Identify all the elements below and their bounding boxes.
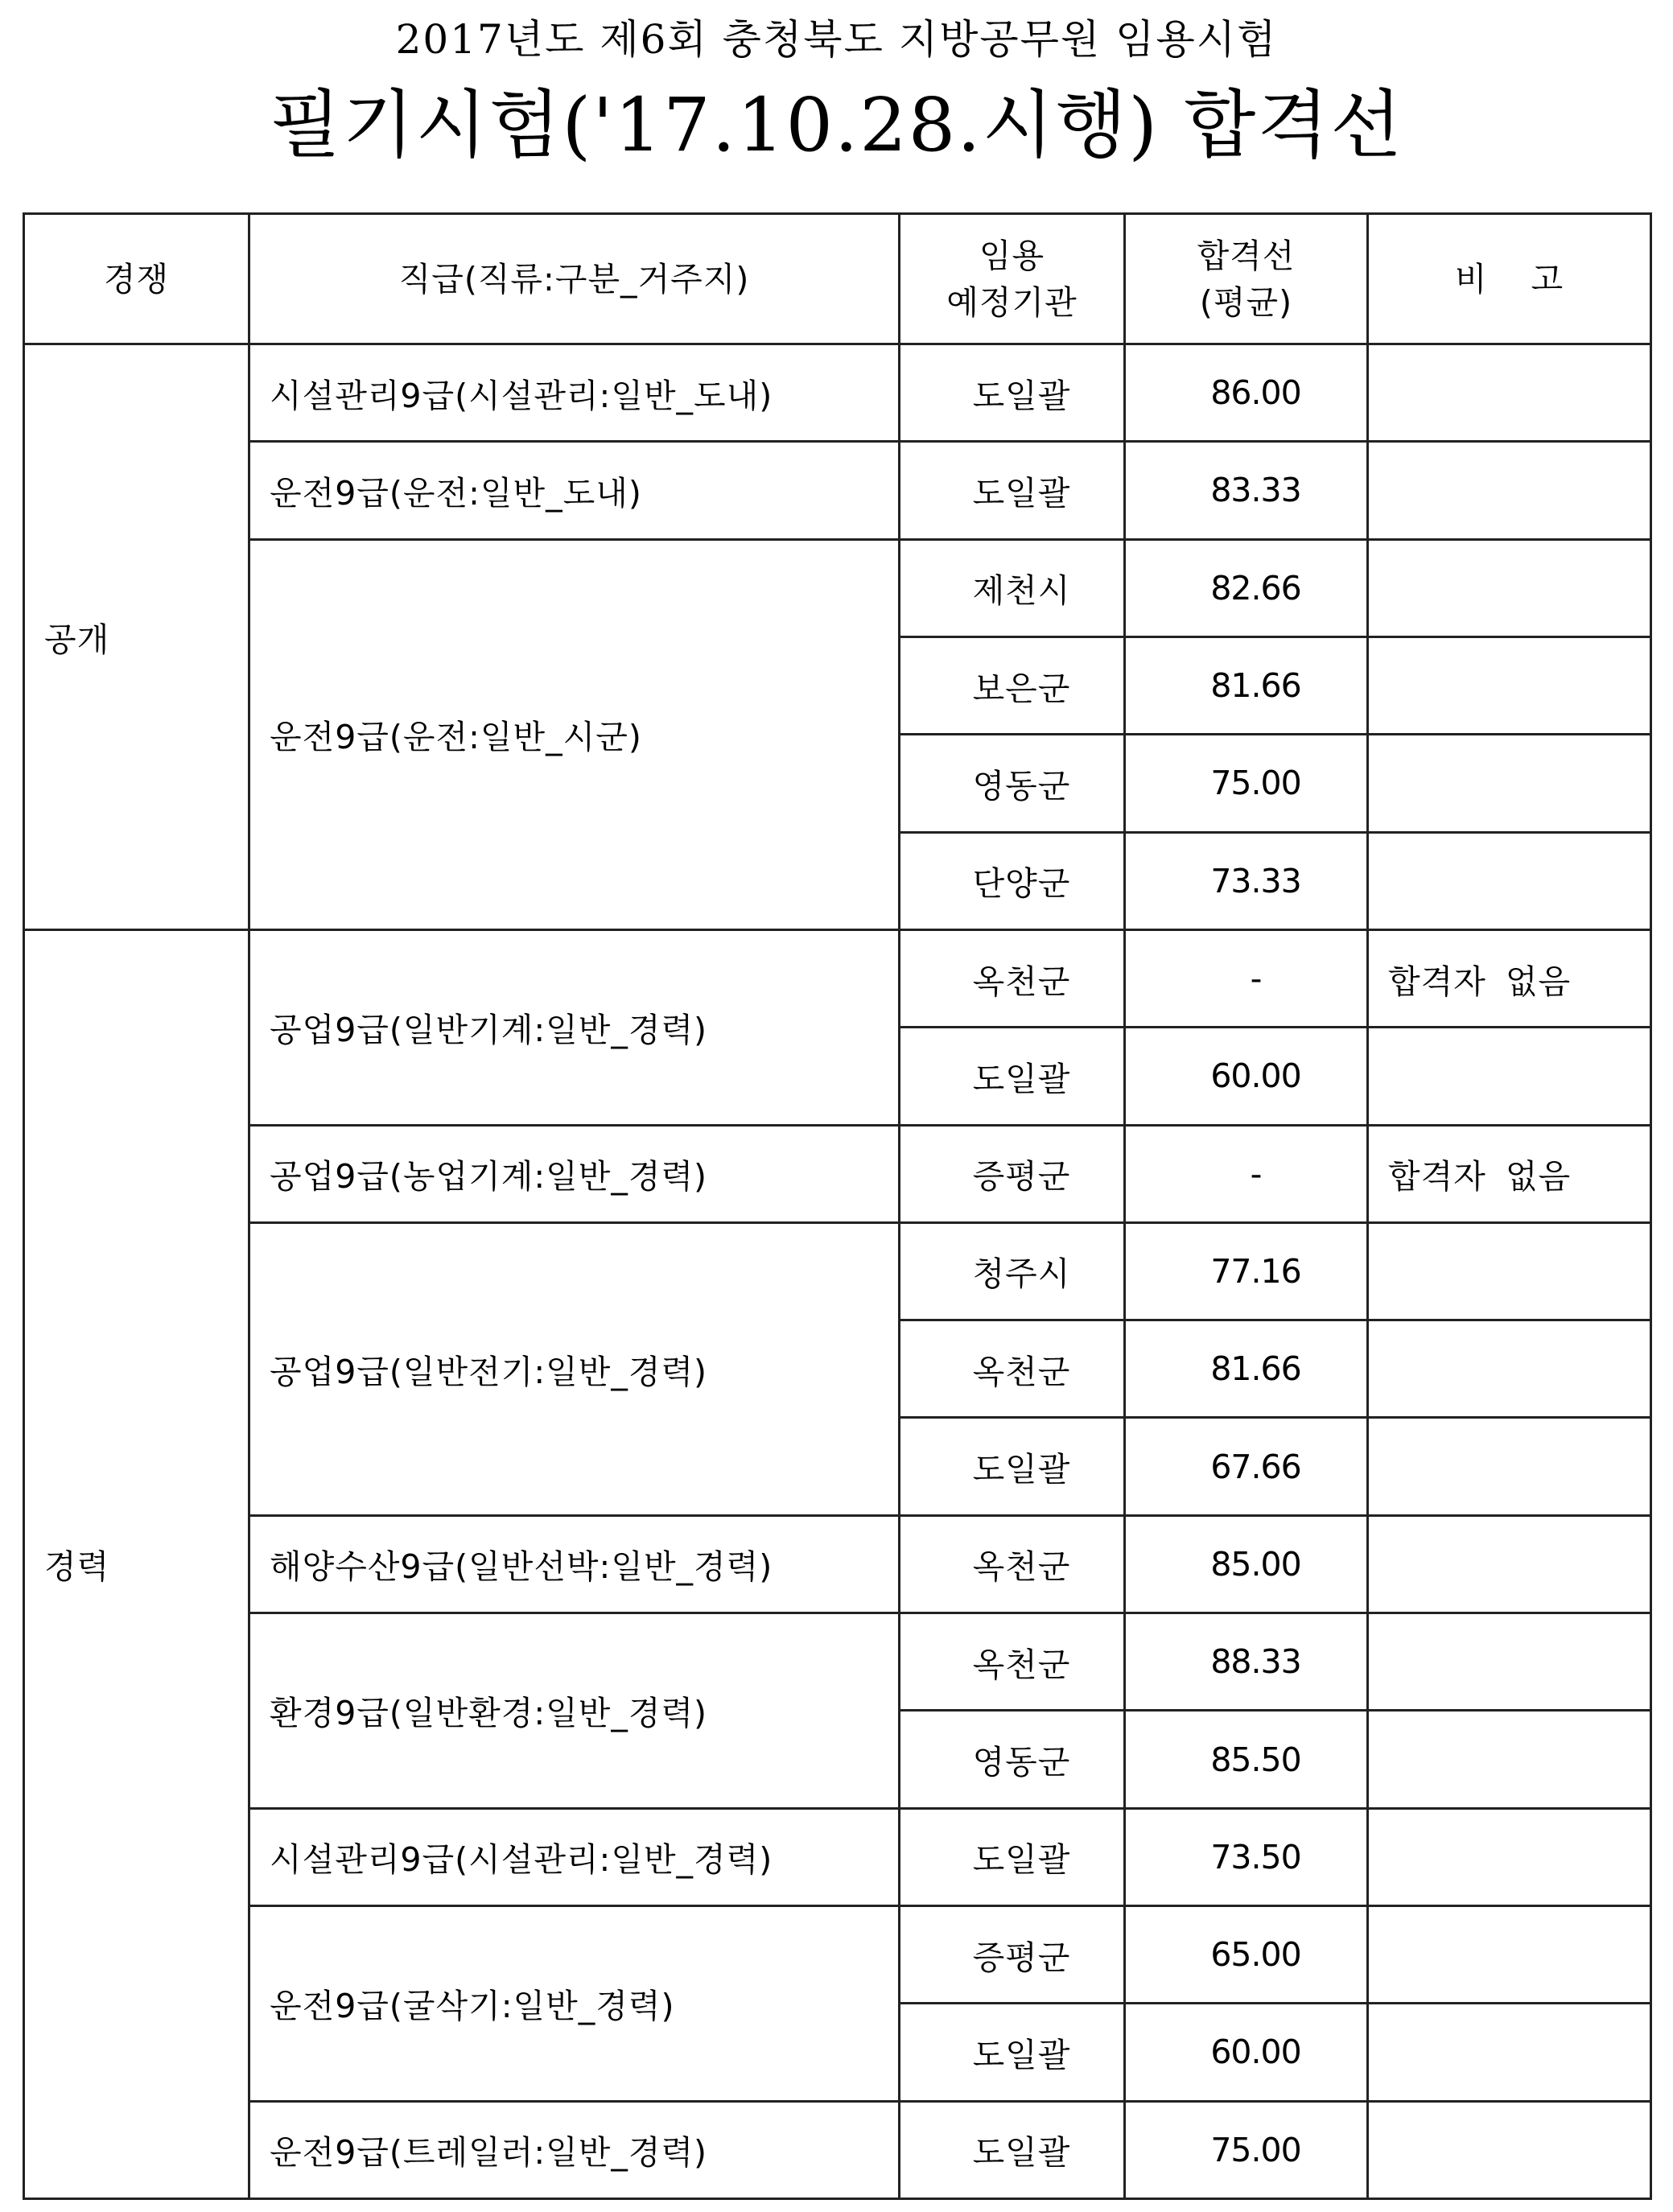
header-agency-line2: 예정기관 bbox=[946, 282, 1078, 322]
competition-cell: 공개 bbox=[24, 344, 249, 930]
agency-cell: 제천시 bbox=[900, 539, 1125, 636]
grade-cell: 공업9급(농업기계:일반_경력) bbox=[249, 1125, 900, 1222]
cutoff-table bbox=[23, 212, 1652, 2200]
competition-cell: 경력 bbox=[24, 929, 249, 2198]
document-title: 2017년도 제6회 충청북도 지방공무원 임용시험 bbox=[395, 16, 1278, 63]
agency-cell: 도일괄 bbox=[900, 442, 1125, 539]
agency-cell: 도일괄 bbox=[900, 2004, 1125, 2101]
agency-cell: 영동군 bbox=[900, 1711, 1125, 1808]
grade-cell: 운전9급(운전:일반_시군) bbox=[249, 539, 900, 929]
remark-cell: 합격자 없음 bbox=[1368, 929, 1651, 1027]
cutoff-cell: 67.66 bbox=[1125, 1418, 1368, 1515]
remark-cell bbox=[1368, 1028, 1651, 1125]
remark-cell bbox=[1368, 1906, 1651, 2004]
agency-cell: 옥천군 bbox=[900, 1613, 1125, 1711]
header-cutoff-line1: 합격선 bbox=[1197, 236, 1296, 275]
cutoff-cell: 77.16 bbox=[1125, 1222, 1368, 1320]
grade-cell: 시설관리9급(시설관리:일반_경력) bbox=[249, 1808, 900, 1905]
remark-cell bbox=[1368, 735, 1651, 832]
remark-cell bbox=[1368, 1222, 1651, 1320]
header-remarks: 비 고 bbox=[1368, 214, 1651, 344]
header-cutoff bbox=[1125, 214, 1368, 344]
cutoff-cell: 73.33 bbox=[1125, 832, 1368, 929]
header-competition: 경쟁 bbox=[24, 214, 249, 344]
cutoff-cell: - bbox=[1125, 1125, 1368, 1222]
grade-cell: 해양수산9급(일반선박:일반_경력) bbox=[249, 1515, 900, 1613]
table-row bbox=[24, 1125, 1651, 1222]
remark-cell bbox=[1368, 539, 1651, 636]
agency-cell: 도일괄 bbox=[900, 1808, 1125, 1905]
cutoff-cell: 75.00 bbox=[1125, 735, 1368, 832]
agency-cell: 보은군 bbox=[900, 636, 1125, 734]
header-grade: 직급(직류:구분_거주지) bbox=[249, 214, 900, 344]
agency-cell: 옥천군 bbox=[900, 929, 1125, 1027]
cutoff-cell: 60.00 bbox=[1125, 2004, 1368, 2101]
cutoff-cell: 85.50 bbox=[1125, 1711, 1368, 1808]
remark-cell: 합격자 없음 bbox=[1368, 1125, 1651, 1222]
cutoff-cell: 73.50 bbox=[1125, 1808, 1368, 1905]
agency-cell: 옥천군 bbox=[900, 1320, 1125, 1418]
cutoff-cell: 60.00 bbox=[1125, 1028, 1368, 1125]
agency-cell: 증평군 bbox=[900, 1906, 1125, 2004]
table-row bbox=[24, 1613, 1651, 1711]
cutoff-cell: - bbox=[1125, 929, 1368, 1027]
remark-cell bbox=[1368, 832, 1651, 929]
table-row bbox=[24, 1515, 1651, 1613]
header-agency-line1: 임용 bbox=[979, 236, 1045, 275]
cutoff-cell: 75.00 bbox=[1125, 2101, 1368, 2198]
grade-cell: 공업9급(일반전기:일반_경력) bbox=[249, 1222, 900, 1515]
remark-cell bbox=[1368, 1515, 1651, 1613]
table-row bbox=[24, 539, 1651, 636]
grade-cell: 공업9급(일반기계:일반_경력) bbox=[249, 929, 900, 1125]
table-header-row bbox=[24, 214, 1651, 344]
table-body bbox=[24, 344, 1651, 2199]
grade-cell: 운전9급(트레일러:일반_경력) bbox=[249, 2101, 900, 2198]
table-row bbox=[24, 1808, 1651, 1905]
remark-cell bbox=[1368, 344, 1651, 442]
document-subtitle: 필기시험('17.10.28.시행) 합격선 bbox=[269, 82, 1404, 168]
remark-cell bbox=[1368, 1613, 1651, 1711]
agency-cell: 증평군 bbox=[900, 1125, 1125, 1222]
remark-cell bbox=[1368, 1711, 1651, 1808]
cutoff-cell: 83.33 bbox=[1125, 442, 1368, 539]
header-agency bbox=[900, 214, 1125, 344]
agency-cell: 도일괄 bbox=[900, 1418, 1125, 1515]
table-row bbox=[24, 344, 1651, 442]
grade-cell: 운전9급(굴삭기:일반_경력) bbox=[249, 1906, 900, 2102]
agency-cell: 도일괄 bbox=[900, 2101, 1125, 2198]
grade-cell: 시설관리9급(시설관리:일반_도내) bbox=[249, 344, 900, 442]
grade-cell: 운전9급(운전:일반_도내) bbox=[249, 442, 900, 539]
cutoff-cell: 65.00 bbox=[1125, 1906, 1368, 2004]
remark-cell bbox=[1368, 1320, 1651, 1418]
cutoff-cell: 85.00 bbox=[1125, 1515, 1368, 1613]
remark-cell bbox=[1368, 1808, 1651, 1905]
header-cutoff-line2: (평균) bbox=[1199, 282, 1293, 322]
remark-cell bbox=[1368, 1418, 1651, 1515]
agency-cell: 도일괄 bbox=[900, 344, 1125, 442]
grade-cell: 환경9급(일반환경:일반_경력) bbox=[249, 1613, 900, 1809]
remark-cell bbox=[1368, 442, 1651, 539]
cutoff-cell: 81.66 bbox=[1125, 1320, 1368, 1418]
table-row bbox=[24, 442, 1651, 539]
cutoff-cell: 81.66 bbox=[1125, 636, 1368, 734]
table-row bbox=[24, 1222, 1651, 1320]
remark-cell bbox=[1368, 636, 1651, 734]
agency-cell: 단양군 bbox=[900, 832, 1125, 929]
agency-cell: 옥천군 bbox=[900, 1515, 1125, 1613]
cutoff-cell: 86.00 bbox=[1125, 344, 1368, 442]
cutoff-cell: 82.66 bbox=[1125, 539, 1368, 636]
cutoff-cell: 88.33 bbox=[1125, 1613, 1368, 1711]
remark-cell bbox=[1368, 2101, 1651, 2198]
table-row bbox=[24, 1906, 1651, 2004]
table-row bbox=[24, 2101, 1651, 2198]
agency-cell: 도일괄 bbox=[900, 1028, 1125, 1125]
remark-cell bbox=[1368, 2004, 1651, 2101]
agency-cell: 영동군 bbox=[900, 735, 1125, 832]
agency-cell: 청주시 bbox=[900, 1222, 1125, 1320]
table-row bbox=[24, 929, 1651, 1027]
